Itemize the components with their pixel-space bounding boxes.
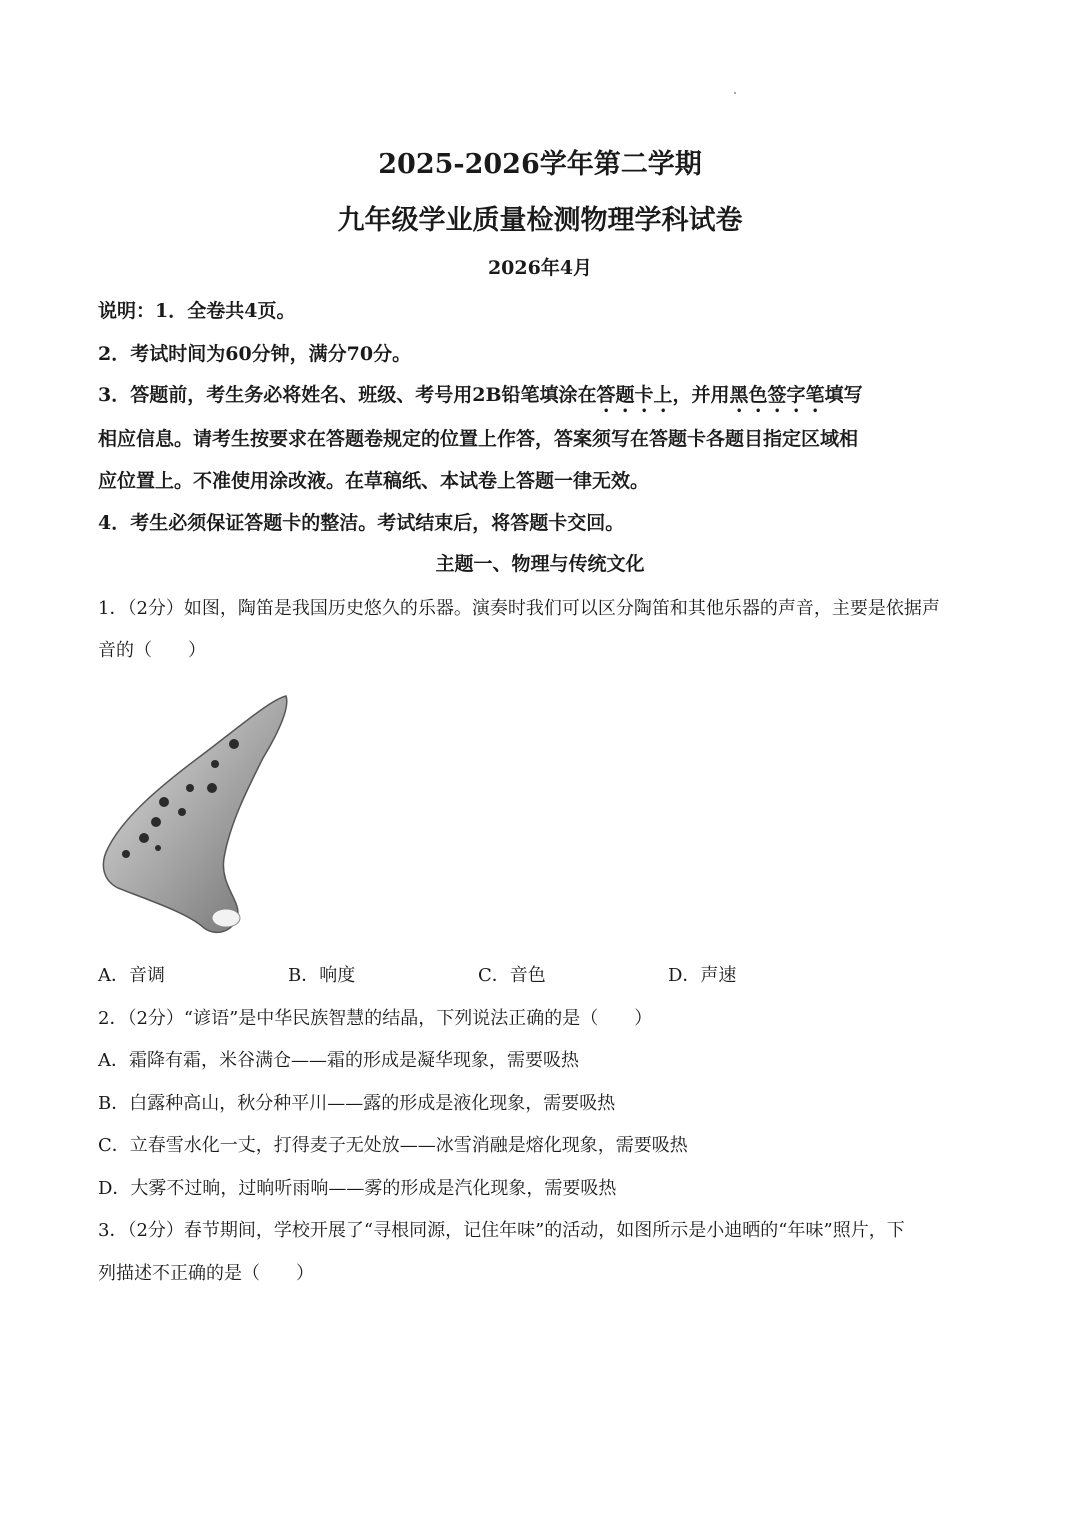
question-3-stem-cont: 列描述不正确的是（ ） bbox=[98, 1263, 314, 1284]
exam-title-subject: 九年级学业质量检测物理学科试卷 bbox=[337, 205, 743, 236]
question-2-stem: 2．（2分）“谚语”是中华民族智慧的结晶，下列说法正确的是（ ） bbox=[98, 1008, 653, 1029]
instruction-3 bbox=[98, 380, 863, 417]
instruction-4: 相应信息。请考生按要求在答题卷规定的位置上作答，答案须写在答题卡各题目指定区域相 bbox=[98, 428, 859, 450]
question-1-option-a: A．音调 bbox=[98, 965, 165, 986]
question-1-stem-cont: 音的（ ） bbox=[98, 640, 206, 661]
question-1-stem: 1．（2分）如图，陶笛是我国历史悠久的乐器。演奏时我们可以区分陶笛和其他乐器的声音，主要是依据声 bbox=[98, 598, 940, 619]
instruction-3-part1: 3．答题前，考生务必将姓名、班级、考号用2B铅笔填涂在 bbox=[98, 384, 597, 406]
instruction-2: 2．考试时间为60分钟，满分70分。 bbox=[98, 343, 412, 365]
exam-date: 2026年4月 bbox=[487, 257, 593, 279]
instruction-3-emphasis-2: 黑色签字笔 bbox=[729, 384, 825, 406]
instruction-1: 说明：1．全卷共4页。 bbox=[98, 300, 296, 322]
question-2-option-a: A．霜降有霜，米谷满仓——霜的形成是凝华现象，需要吸热 bbox=[98, 1050, 579, 1071]
ocarina-illustration-icon bbox=[98, 688, 298, 938]
question-2-option-d: D．大雾不过晌，过晌听雨响——雾的形成是汽化现象，需要吸热 bbox=[98, 1178, 617, 1199]
question-1-option-b: B．响度 bbox=[288, 965, 356, 986]
question-2-option-b: B．白露种高山，秋分种平川——露的形成是液化现象，需要吸热 bbox=[98, 1093, 616, 1114]
instruction-3-part3: 填写 bbox=[824, 384, 863, 406]
question-2-option-c: C．立春雪水化一丈，打得麦子无处放——冰雪消融是熔化现象，需要吸热 bbox=[98, 1135, 688, 1156]
question-3-stem: 3．（2分）春节期间，学校开展了“寻根同源，记住年味”的活动，如图所示是小迪晒的“年味”照片，下 bbox=[98, 1220, 905, 1241]
instruction-5: 应位置上。不准使用涂改液。在草稿纸、本试卷上答题一律无效。 bbox=[98, 470, 650, 492]
question-1-option-c: C．音色 bbox=[478, 965, 546, 986]
instruction-3-part2: ，并用 bbox=[672, 384, 730, 406]
exam-title-term: 2025-2026学年第二学期 bbox=[378, 149, 702, 180]
scan-speck bbox=[734, 92, 736, 94]
instruction-6: 4．考生必须保证答题卡的整洁。考试结束后，将答题卡交回。 bbox=[98, 512, 625, 534]
question-1-option-d: D．声速 bbox=[668, 965, 737, 986]
section-title: 主题一、物理与传统文化 bbox=[435, 553, 645, 575]
instruction-3-emphasis-1: 答题卡上 bbox=[596, 384, 673, 406]
